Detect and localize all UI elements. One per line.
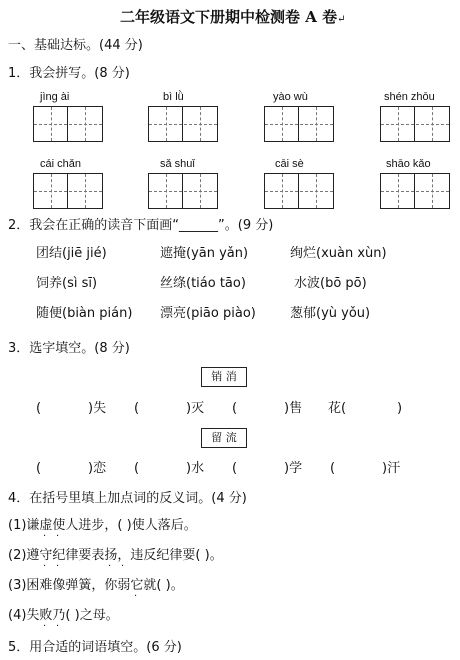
character-choice-box: 销 消: [201, 367, 247, 387]
pronunciation-item: 漂亮(piāo piào): [160, 306, 256, 321]
writing-grid[interactable]: [148, 173, 218, 209]
blank-word: )失: [88, 401, 107, 416]
character-choice-box: 留 流: [201, 428, 247, 448]
antonym-item: (1)谦虚使人进步，( )使人落后。: [8, 518, 197, 533]
blank-open[interactable]: (: [134, 461, 140, 476]
antonym-item: (4)失败乃( )之母。: [8, 608, 119, 623]
question-4-heading: 4．在括号里填上加点词的反义词。(4 分): [8, 491, 247, 506]
pinyin-label: shāo kǎo: [386, 158, 431, 170]
pinyin-label: cái chǎn: [40, 158, 81, 170]
blank-open[interactable]: (: [232, 461, 238, 476]
blank-open[interactable]: (: [330, 461, 336, 476]
writing-grid[interactable]: [33, 173, 103, 209]
writing-grid[interactable]: [264, 106, 334, 142]
question-5-heading: 5．用合适的词语填空。(6 分): [8, 640, 182, 655]
blank-open[interactable]: (: [36, 401, 42, 416]
blank-word[interactable]: 花(: [328, 401, 347, 416]
antonym-item: (2)遵守纪律要表扬，违反纪律要( )。: [8, 548, 223, 563]
pronunciation-item: 绚烂(xuàn xùn): [290, 246, 387, 261]
pronunciation-item: 饲养(sì sī): [36, 276, 98, 291]
writing-grid[interactable]: [264, 173, 334, 209]
question-2-heading: 2．我会在正确的读音下面画“______”。(9 分): [8, 218, 274, 233]
pronunciation-item: 丝绦(tiáo tāo): [160, 276, 246, 291]
emphasis-dot: ·: [43, 561, 47, 572]
emphasis-dot: ·: [121, 561, 125, 572]
page-title: [120, 6, 345, 27]
pronunciation-item: 随便(biàn pián): [36, 306, 133, 321]
pronunciation-item: 葱郁(yù yǒu): [290, 306, 371, 321]
emphasis-dot: ·: [56, 531, 60, 542]
writing-grid[interactable]: [148, 106, 218, 142]
blank-open[interactable]: (: [232, 401, 238, 416]
pronunciation-item: 团结(jiē jié): [36, 246, 107, 261]
pinyin-label: jìng ài: [40, 91, 70, 103]
question-3-heading: 3．选字填空。(8 分): [8, 341, 130, 356]
pinyin-label: sǎ shuǐ: [160, 158, 195, 170]
title-text: 二年级语文下册期中检测卷 A 卷: [120, 8, 338, 26]
blank-word: )灭: [186, 401, 205, 416]
emphasis-dot: ·: [108, 561, 112, 572]
pronunciation-item: 遮掩(yān yǎn): [160, 246, 249, 261]
blank-word: )汗: [382, 461, 401, 476]
emphasis-dot: ·: [134, 591, 138, 602]
emphasis-dot: ·: [56, 621, 60, 632]
writing-grid[interactable]: [33, 106, 103, 142]
blank-word: )水: [186, 461, 205, 476]
writing-grid[interactable]: [380, 106, 450, 142]
section-heading: 一、基础达标。(44 分): [8, 38, 143, 53]
blank-word: )学: [284, 461, 303, 476]
pinyin-label: shén zhōu: [384, 91, 435, 103]
return-mark: ↵: [337, 14, 346, 25]
emphasis-dot: ·: [43, 531, 47, 542]
emphasis-dot: ·: [56, 561, 60, 572]
question-1-heading: 1．我会拼写。(8 分): [8, 66, 130, 81]
pinyin-label: cāi sè: [275, 158, 304, 170]
antonym-item: (3)困难像弹簧，你弱它就( )。: [8, 578, 184, 593]
pronunciation-item: 水波(bō pō): [294, 276, 367, 291]
writing-grid[interactable]: [380, 173, 450, 209]
blank-word: )恋: [88, 461, 107, 476]
blank-open[interactable]: (: [134, 401, 140, 416]
pinyin-label: bì lǜ: [163, 91, 184, 103]
emphasis-dot: ·: [43, 621, 47, 632]
pinyin-label: yào wù: [273, 91, 308, 103]
blank-open[interactable]: (: [36, 461, 42, 476]
blank-close: ): [397, 401, 403, 416]
blank-word: )售: [284, 401, 303, 416]
